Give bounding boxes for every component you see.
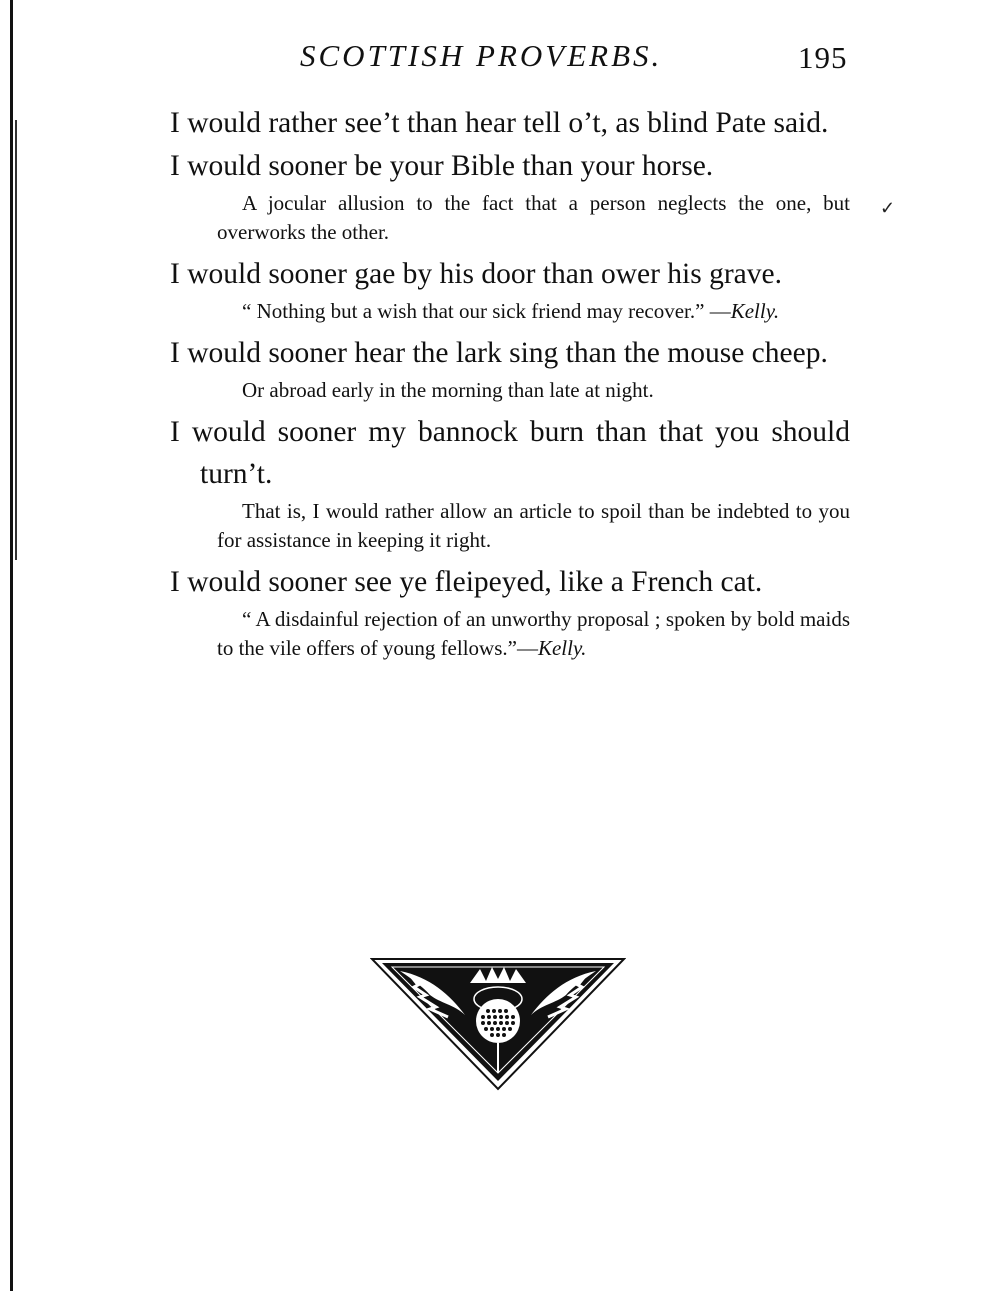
note-attribution: Kelly. [537, 636, 587, 660]
proverb-entry: I would sooner my bannock burn than that you should turn’t. [170, 416, 850, 490]
running-title: SCOTTISH PROVERBS. [300, 38, 663, 73]
note-attribution: Kelly. [730, 299, 780, 323]
proverb-list [170, 102, 850, 669]
proverb-note: A jocular allusion to the fact that a person neglects the one, but overworks the other. [217, 191, 850, 244]
proverb-note [170, 297, 850, 326]
proverb-note: Or abroad early in the morning than late at night. [242, 378, 654, 402]
margin-pencil-mark-icon: ✓ [880, 198, 896, 218]
proverb-note [170, 605, 850, 663]
proverb-entry: I would sooner gae by his door than ower his grave. [170, 258, 782, 290]
page-binding-shadow [15, 120, 17, 560]
proverb-note: That is, I would rather allow an article to spoil than be indebted to you for assistance in keeping it right. [217, 499, 850, 552]
page-binding-edge [10, 0, 13, 1291]
proverb-entry: I would sooner hear the lark sing than the mouse cheep. [170, 337, 828, 369]
proverb-entry: I would sooner see ye fleipeyed, like a French cat. [170, 566, 763, 598]
proverb-entry: I would sooner be your Bible than your horse. [170, 150, 714, 182]
page-header [0, 38, 1000, 88]
note-text: “ A disdainful rejection of an unworthy proposal ; spoken by bold maids to the vile offers of young fellows.”— [217, 607, 850, 660]
page-number: 195 [798, 40, 848, 75]
proverb-entry: I would rather see’t than hear tell o’t, as blind Pate said. [170, 107, 829, 139]
thistle-tailpiece-icon [370, 955, 626, 1091]
note-text: “ Nothing but a wish that our sick friend may recover.” — [242, 299, 731, 323]
